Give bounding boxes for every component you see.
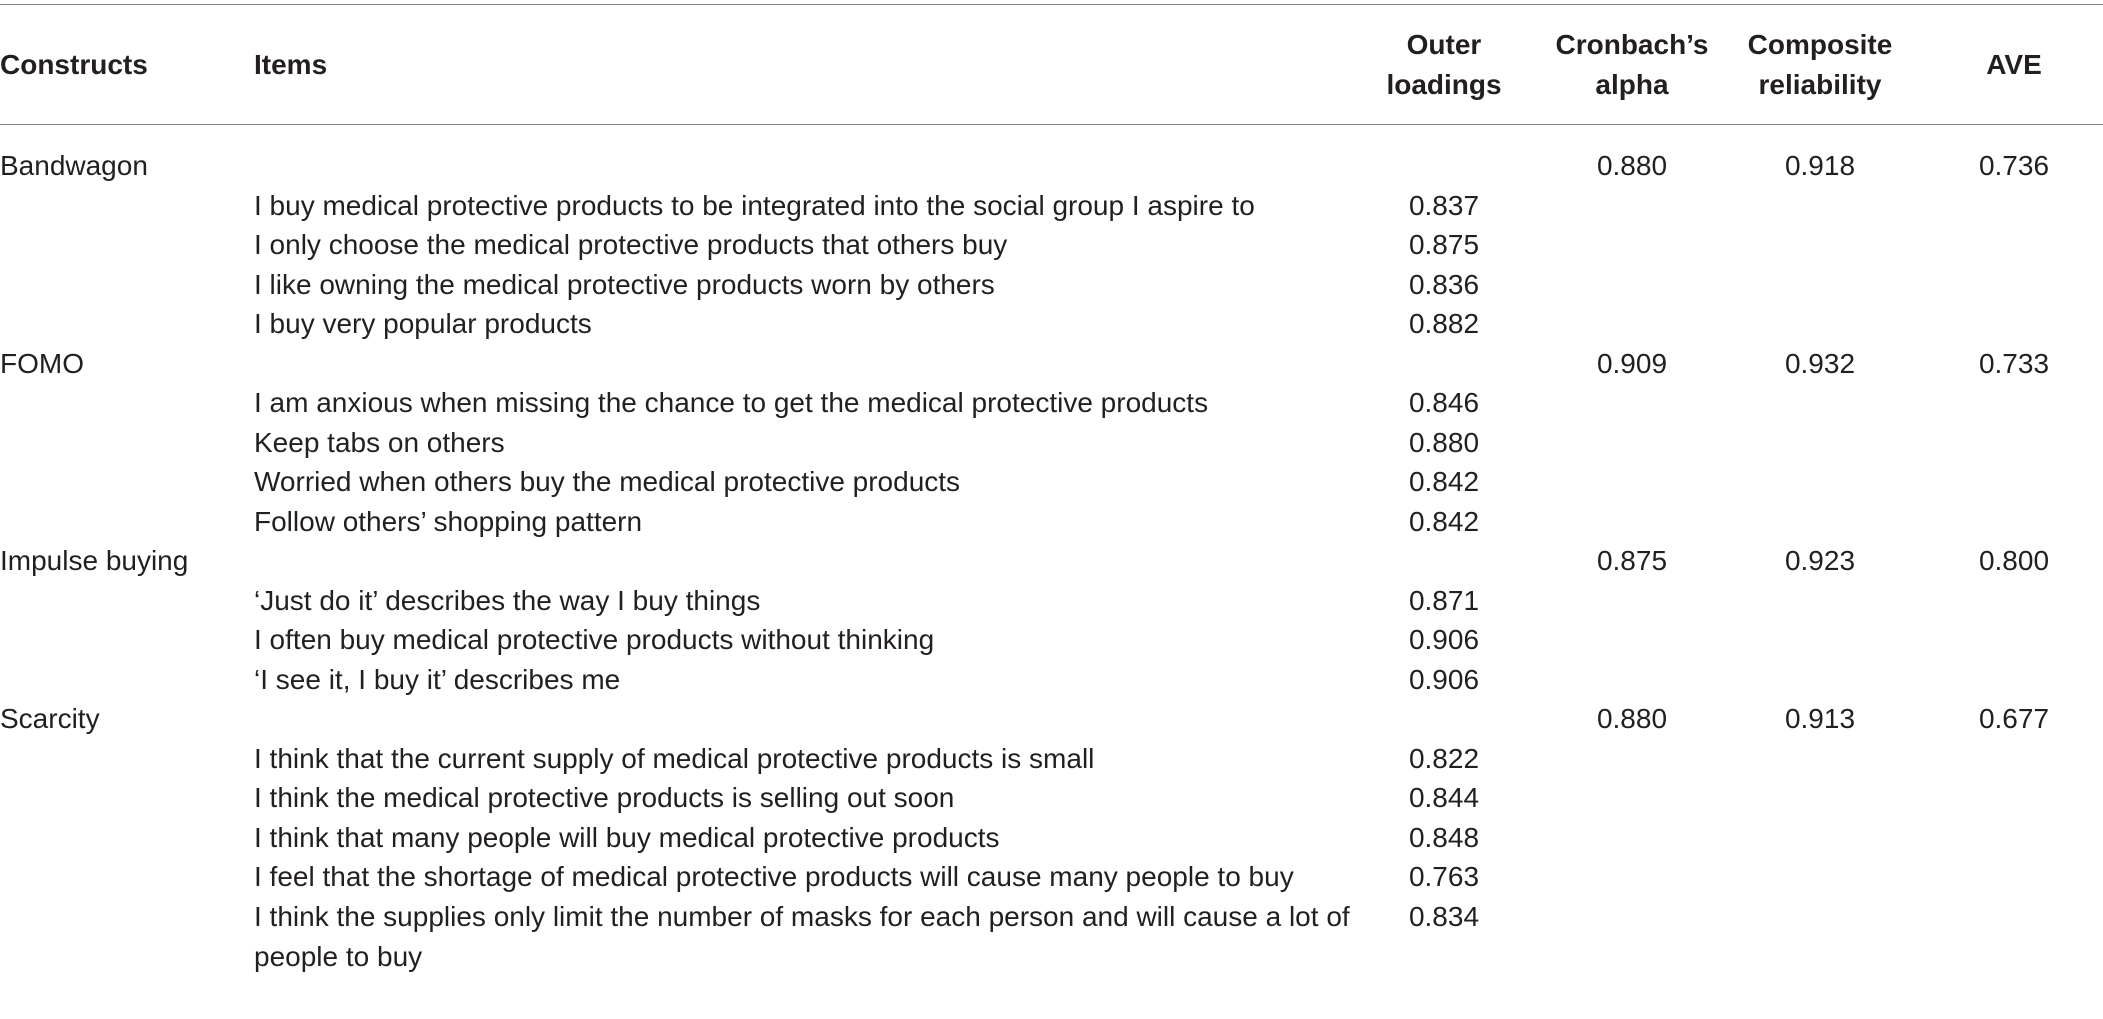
construct-name: FOMO <box>0 347 84 379</box>
composite-reliability-value: 0.913 <box>1784 703 1856 734</box>
construct-name: Impulse buying <box>0 545 189 576</box>
outer-loading-value: 0.846 <box>1408 387 1480 418</box>
outer-loading-value: 0.822 <box>1408 742 1480 774</box>
item-text: ‘Just do it’ describes the way I buy things <box>254 584 761 616</box>
outer-loading-value: 0.842 <box>1408 505 1480 537</box>
ave-value: 0.733 <box>1978 347 2050 379</box>
ave-value: 0.736 <box>1978 150 2050 181</box>
header-items: Items <box>254 49 328 80</box>
composite-reliability-value: 0.918 <box>1784 150 1856 181</box>
outer-loading-value: 0.875 <box>1408 229 1480 260</box>
item-text: Follow others’ shopping pattern <box>254 505 643 537</box>
cronbach-alpha-value: 0.909 <box>1596 347 1668 379</box>
construct-name: Scarcity <box>0 703 100 734</box>
outer-loading-value: 0.848 <box>1408 821 1480 853</box>
outer-loading-value: 0.834 <box>1408 900 1480 932</box>
item-text: I like owning the medical protective products worn by others <box>254 268 995 300</box>
table-top-rule <box>0 4 2103 5</box>
outer-loading-value: 0.844 <box>1408 782 1480 813</box>
outer-loading-value: 0.763 <box>1408 861 1480 892</box>
outer-loading-value: 0.880 <box>1408 426 1480 458</box>
composite-reliability-value: 0.932 <box>1784 347 1856 379</box>
cronbach-alpha-value: 0.875 <box>1596 545 1668 576</box>
composite-reliability-value: 0.923 <box>1784 545 1856 576</box>
header-composite-reliability: Composite reliability <box>1747 29 1893 100</box>
item-text: I only choose the medical protective products that others buy <box>254 229 1008 260</box>
item-text: I think that the current supply of medical protective products is small <box>254 742 1095 774</box>
item-text: I am anxious when missing the chance to get the medical protective products <box>254 387 1209 418</box>
ave-value: 0.800 <box>1978 545 2050 576</box>
item-text: I think that many people will buy medical protective products <box>254 821 1000 853</box>
construct-name: Bandwagon <box>0 150 148 181</box>
item-text: I think the supplies only limit the number of masks for each person and will cause a lot of people to buy <box>254 900 1350 972</box>
header-constructs: Constructs <box>0 49 148 80</box>
outer-loading-value: 0.882 <box>1408 308 1480 339</box>
cronbach-alpha-value: 0.880 <box>1596 703 1668 734</box>
item-text: ‘I see it, I buy it’ describes me <box>254 663 621 695</box>
item-text: I think the medical protective products is selling out soon <box>254 782 955 813</box>
item-text: I buy medical protective products to be integrated into the social group I aspire to <box>254 189 1255 221</box>
header-ave: AVE <box>1986 49 2042 80</box>
item-text: Keep tabs on others <box>254 426 505 458</box>
outer-loading-value: 0.906 <box>1408 624 1480 655</box>
item-text: I feel that the shortage of medical protective products will cause many people to buy <box>254 861 1294 892</box>
outer-loading-value: 0.906 <box>1408 663 1480 695</box>
item-text: I often buy medical protective products without thinking <box>254 624 935 655</box>
outer-loading-value: 0.837 <box>1408 189 1480 221</box>
header-bottom-rule <box>0 124 2103 125</box>
header-cronbach-alpha: Cronbach’s alpha <box>1555 29 1709 100</box>
item-text: I buy very popular products <box>254 308 592 339</box>
outer-loading-value: 0.836 <box>1408 268 1480 300</box>
ave-value: 0.677 <box>1978 703 2050 734</box>
cronbach-alpha-value: 0.880 <box>1596 150 1668 181</box>
item-text: Worried when others buy the medical protective products <box>254 466 961 497</box>
outer-loading-value: 0.842 <box>1408 466 1480 497</box>
outer-loading-value: 0.871 <box>1408 584 1480 616</box>
header-outer-loadings: Outer loadings <box>1386 29 1502 100</box>
